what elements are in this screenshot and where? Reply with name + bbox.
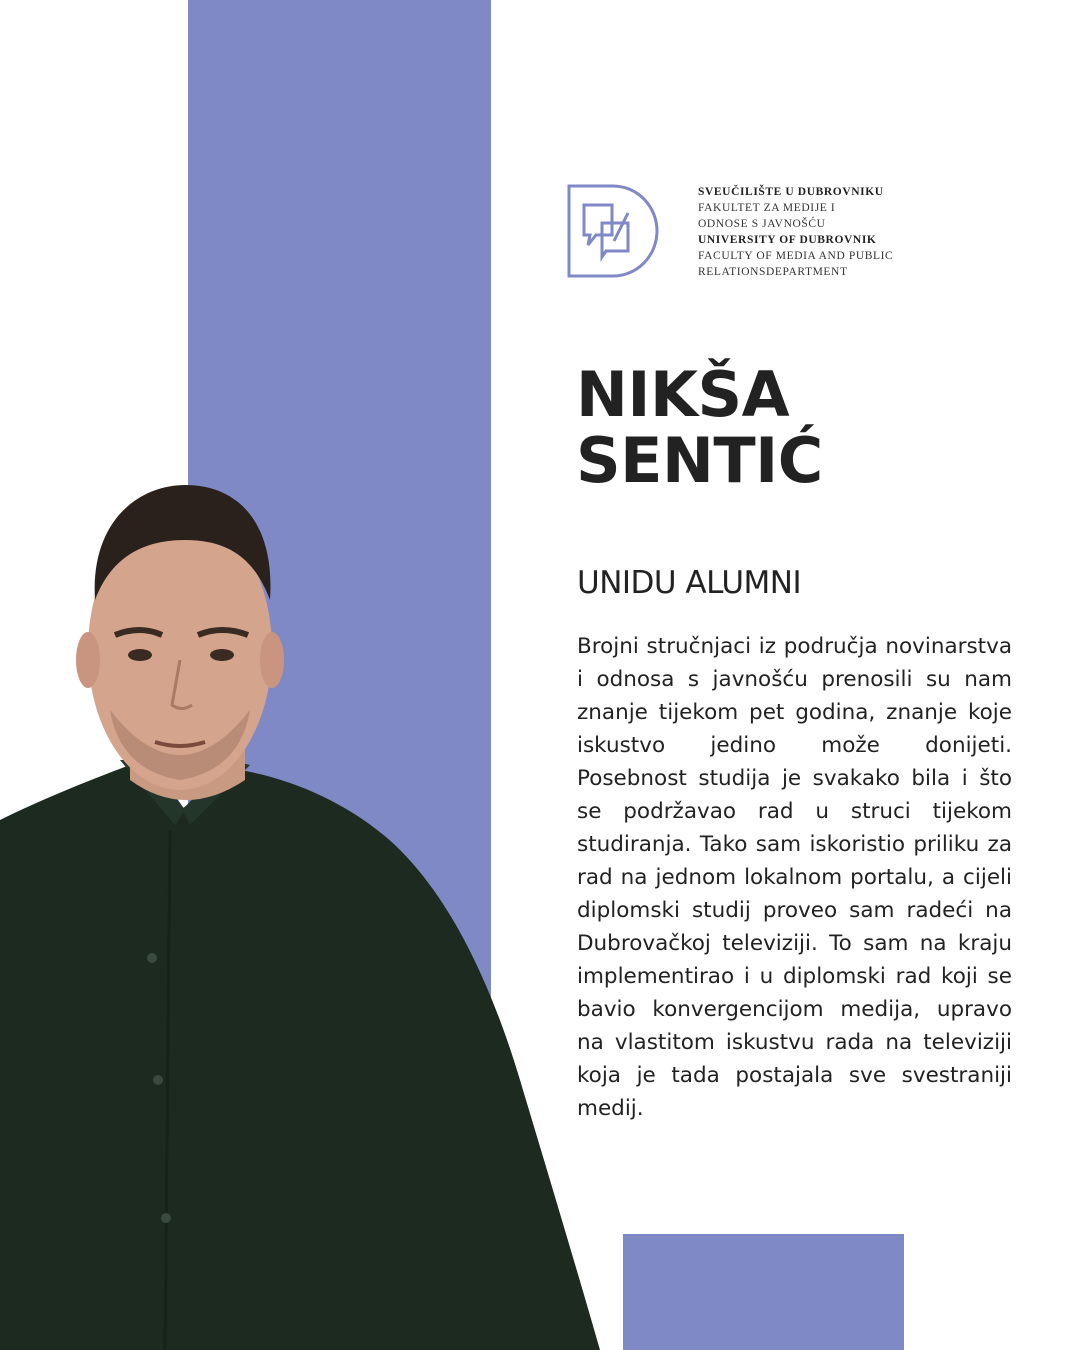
- logo-line: FACULTY OF MEDIA AND PUBLIC: [698, 250, 894, 262]
- logo-line: ODNOSE S JAVNOŠĆU: [698, 218, 826, 230]
- logo-line: SVEUČILIŠTE U DUBROVNIKU: [698, 186, 884, 198]
- accent-band-bottom: [623, 1234, 904, 1350]
- faculty-logo-text: [698, 184, 958, 280]
- logo-line: UNIVERSITY OF DUBROVNIK: [698, 234, 877, 246]
- person-name: [576, 358, 823, 497]
- logo-line: RELATIONSDEPARTMENT: [698, 266, 848, 278]
- subtitle: UNIDU ALUMNI: [577, 565, 802, 601]
- faculty-d-logo-icon: [566, 183, 660, 279]
- person-portrait-photo: [0, 480, 600, 1350]
- first-name: NIKŠA: [576, 358, 790, 431]
- logo-line: FAKULTET ZA MEDIJE I: [698, 202, 836, 214]
- bio-text: Brojni stručnjaci iz područja novinarstva i odnosa s javnošću prenosili su nam znanje tijekom pet godina, znanje koje iskustvo jedino može donijeti. Posebnost studija je svakako bila i što se podržavao rad u struci tijekom studiranja. Tako sam iskoristio priliku za rad na jednom lokalnom portalu, a cijeli diplomski studij proveo sam radeći na Dubrovačkoj televiziji. To sam na kraju implementirao i u diplomski rad koji se bavio konvergencijom medija, upravo na vlastitom iskustvu rada na televiziji koja je tada postajala sve svestraniji medij.: [577, 634, 1012, 1121]
- last-name: SENTIĆ: [576, 424, 823, 497]
